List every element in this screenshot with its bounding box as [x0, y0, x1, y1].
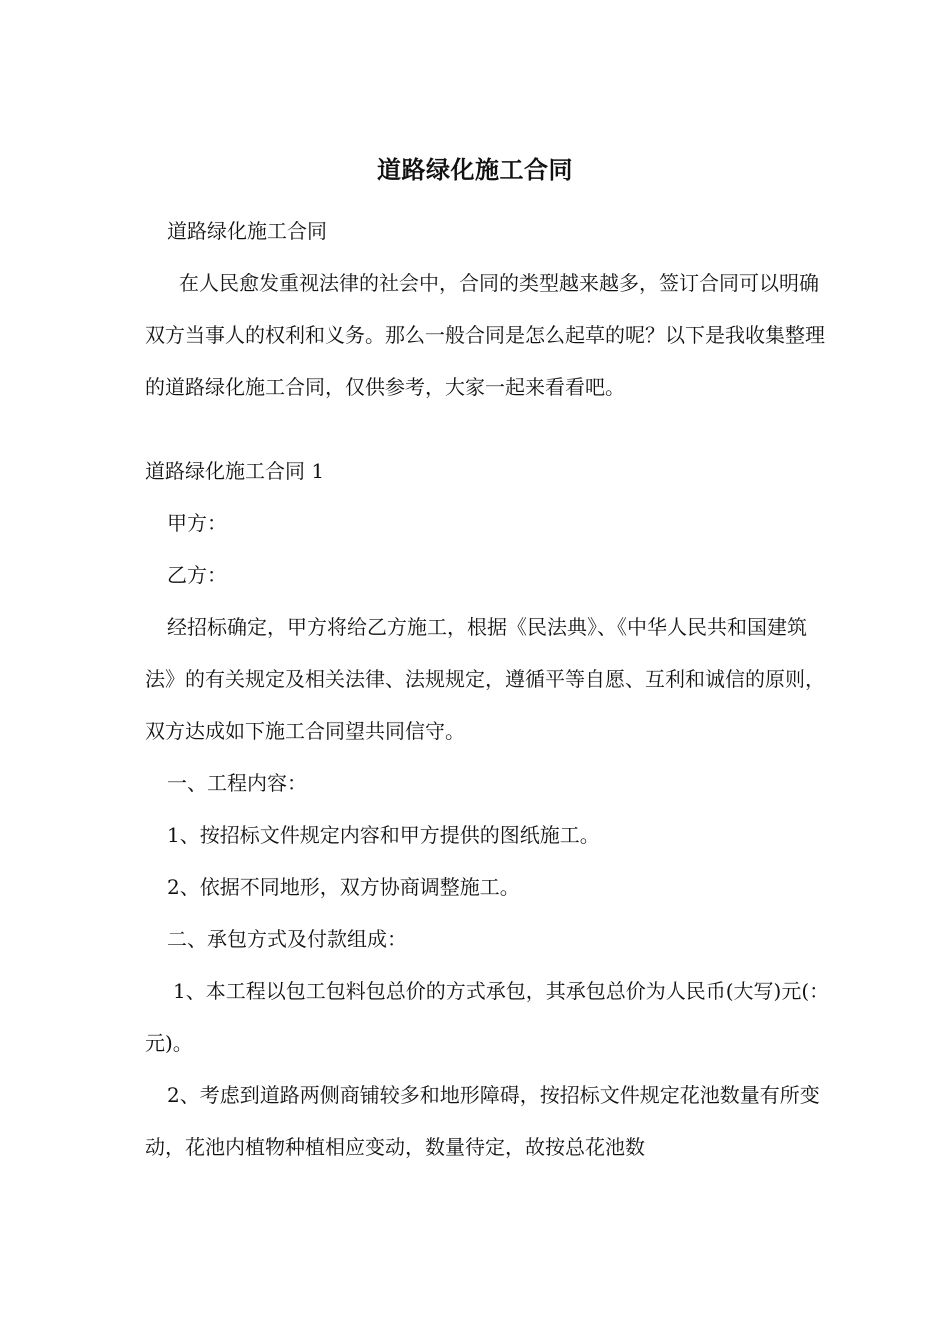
article-2-item-1: 1、本工程以包工包料包总价的方式承包，其承包总价为人民币(大写)元(：元)。 — [145, 979, 830, 1055]
document-title: 道路绿化施工合同 — [377, 155, 573, 184]
preamble-paragraph: 经招标确定，甲方将给乙方施工，根据《民法典》、《中华人民共和国建筑法》的有关规定及相关法律、法规规定，遵循平等自愿、互利和诚信的原则，双方达成如下施工合同望共同信守。 — [145, 615, 825, 743]
party-a-line: 甲方： — [167, 511, 227, 535]
article-1-item-1: 1、按招标文件规定内容和甲方提供的图纸施工。 — [167, 823, 600, 847]
article-1-item-2: 2、依据不同地形，双方协商调整施工。 — [167, 875, 520, 899]
intro-paragraph: 在人民愈发重视法律的社会中，合同的类型越来越多，签订合同可以明确双方当事人的权利和义务。那么一般合同是怎么起草的呢？以下是我收集整理的道路绿化施工合同，仅供参考，大家一起来看看吧。 — [145, 271, 825, 399]
party-b-line: 乙方： — [167, 563, 227, 587]
section-heading: 道路绿化施工合同 1 — [145, 459, 325, 483]
article-2-item-2: 2、考虑到道路两侧商铺较多和地形障碍，按招标文件规定花池数量有所变动，花池内植物种植相应变动，数量待定，故按总花池数 — [145, 1083, 820, 1159]
article-1-heading: 一、工程内容： — [167, 771, 307, 795]
article-2-heading: 二、承包方式及付款组成： — [167, 927, 407, 951]
paragraph-spacer — [145, 413, 835, 445]
document-subtitle: 道路绿化施工合同 — [167, 219, 327, 243]
document-body — [145, 205, 835, 1173]
